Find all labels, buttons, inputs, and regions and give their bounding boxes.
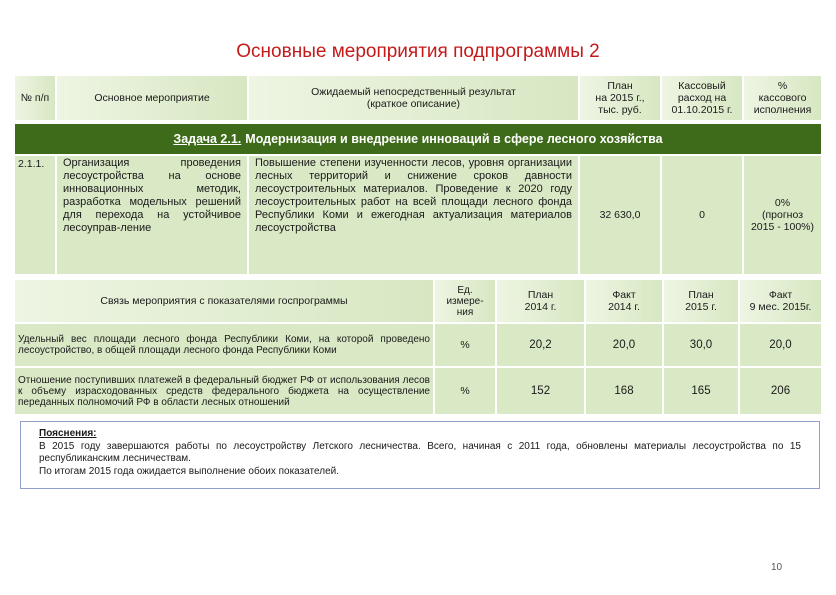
header-pct-line2: кассового xyxy=(758,92,807,104)
ind-header-plan2015-line2: 2015 г. xyxy=(685,301,717,313)
ind-row1-unit-value: % xyxy=(460,339,470,351)
ind-header-plan2014-line2: 2014 г. xyxy=(524,301,557,313)
header-num-label: № п/п xyxy=(20,92,50,104)
row-measure-text: Организация проведения лесоустройства на основе инновационных методик, разработка модельных решений для перехода на устойчивое лесоуправ-ление xyxy=(63,157,241,234)
ind-row2-plan2015-value: 165 xyxy=(691,385,711,397)
ind-header-fact2014 xyxy=(586,280,662,322)
ind-header-fact2014-line1: Факт xyxy=(612,289,636,301)
ind-row1-name: Удельный вес площади лесного фонда Республики Коми, на которой проведено лесоустройство, в общей площади лесного фонда Республики Коми xyxy=(18,334,430,356)
header-plan-line2: на 2015 г., xyxy=(595,92,645,104)
ind-row1-plan2014 xyxy=(497,324,584,366)
ind-header-plan2015-line1: План xyxy=(688,289,714,301)
ind-header-fact9m xyxy=(740,280,821,322)
ind-row1-plan2014-value: 20,2 xyxy=(529,339,552,351)
page-number: 10 xyxy=(771,562,783,573)
ind-row1-plan2015-value: 30,0 xyxy=(689,339,713,351)
ind-row1-fact2014-value: 20,0 xyxy=(612,339,636,351)
header-pct xyxy=(744,76,821,120)
ind-row1-fact9m xyxy=(740,324,821,366)
ind-row2-unit-value: % xyxy=(460,385,470,397)
ind-header-unit-line1: Ед. xyxy=(457,284,473,296)
header-cash-line1: Кассовый xyxy=(678,80,726,92)
row-pct-line1: 0% xyxy=(774,197,791,209)
row-measure xyxy=(57,156,247,274)
ind-header-unit xyxy=(435,280,495,322)
header-plan xyxy=(580,76,660,120)
row-result-text: Повышение степени изученности лесов, уровня организации лесных территорий и снижение сроков давности лесоустроительных материалов. Проведение к 2020 году лесоустроительных работ на всей площади лесного фонда Республики Коми и ежегодная актуализация материалов лесоустройства xyxy=(255,157,572,234)
ind-header-unit-line3: ния xyxy=(456,306,474,318)
header-cash-line2: расход на xyxy=(677,92,727,104)
row-pct-line2: (прогноз xyxy=(761,209,804,221)
ind-header-link-label: Связь мероприятия с показателями госпрограммы xyxy=(100,295,348,307)
page-title: Основные мероприятия подпрограммы 2 xyxy=(236,41,600,62)
ind-row2-fact9m-value: 206 xyxy=(770,385,791,397)
ind-header-unit-line2: измере- xyxy=(446,295,484,307)
ind-row2-fact9m xyxy=(740,368,821,414)
notes-paragraph-2: По итогам 2015 года ожидается выполнение обоих показателей. xyxy=(39,465,340,477)
ind-row1-fact9m-value: 20,0 xyxy=(769,339,792,351)
row-num xyxy=(15,156,55,274)
ind-row2-plan2014 xyxy=(497,368,584,414)
header-cash-line3: 01.10.2015 г. xyxy=(671,104,733,116)
header-measure-label: Основное мероприятие xyxy=(94,92,210,104)
ind-row2-plan2015 xyxy=(664,368,738,414)
row-pct xyxy=(744,156,821,274)
row-cash-value: 0 xyxy=(699,209,705,221)
ind-row1-plan2015 xyxy=(664,324,738,366)
row-plan xyxy=(580,156,660,274)
task-text: Модернизация и внедрение инноваций в сфере лесного хозяйства xyxy=(245,132,663,146)
ind-row2-name: Отношение поступивших платежей в федеральный бюджет РФ от использования лесов к объему израсходованных средств федерального бюджета на осуществление переданных полномочий РФ в области лесных отношений xyxy=(18,374,430,408)
ind-header-plan2014-line1: План xyxy=(527,289,554,301)
header-num xyxy=(15,76,55,120)
table-row xyxy=(15,324,433,366)
header-result xyxy=(249,76,578,120)
ind-header-link xyxy=(15,280,433,322)
ind-row2-plan2014-value: 152 xyxy=(530,385,551,397)
ind-header-fact2014-line2: 2014 г. xyxy=(608,301,640,313)
ind-header-plan2014 xyxy=(497,280,584,322)
header-result-line2: (краткое описание) xyxy=(366,98,461,110)
ind-row2-fact2014 xyxy=(586,368,662,414)
notes-heading: Пояснения: xyxy=(39,428,97,439)
row-result xyxy=(249,156,578,274)
task-banner xyxy=(15,124,821,154)
row-cash xyxy=(662,156,742,274)
ind-row1-fact2014 xyxy=(586,324,662,366)
header-plan-line3: тыс. руб. xyxy=(598,104,642,116)
header-measure xyxy=(57,76,247,120)
table-row xyxy=(15,368,433,414)
header-plan-line1: План xyxy=(607,80,633,92)
ind-row2-fact2014-value: 168 xyxy=(614,385,634,397)
notes-box xyxy=(20,421,820,489)
row-pct-line3: 2015 - 100%) xyxy=(750,221,815,233)
notes-paragraph-1: В 2015 году завершаются работы по лесоустройству Летского лесничества. Всего, начиная с 2011 года, обновлены материалы лесоустройства по 15 республиканским лесничествам. xyxy=(39,440,801,464)
task-prefix: Задача 2.1. xyxy=(173,132,242,146)
header-pct-line3: исполнения xyxy=(753,104,812,116)
header-cash xyxy=(662,76,742,120)
row-plan-value: 32 630,0 xyxy=(599,209,641,221)
ind-header-fact9m-line1: Факт xyxy=(768,289,793,301)
row-num-value: 2.1.1. xyxy=(18,158,45,170)
ind-header-plan2015 xyxy=(664,280,738,322)
header-result-line1: Ожидаемый непосредственный результат xyxy=(311,86,516,98)
header-pct-line1: % xyxy=(777,80,788,92)
ind-header-fact9m-line2: 9 мес. 2015г. xyxy=(749,301,812,313)
ind-row2-unit xyxy=(435,368,495,414)
ind-row1-unit xyxy=(435,324,495,366)
